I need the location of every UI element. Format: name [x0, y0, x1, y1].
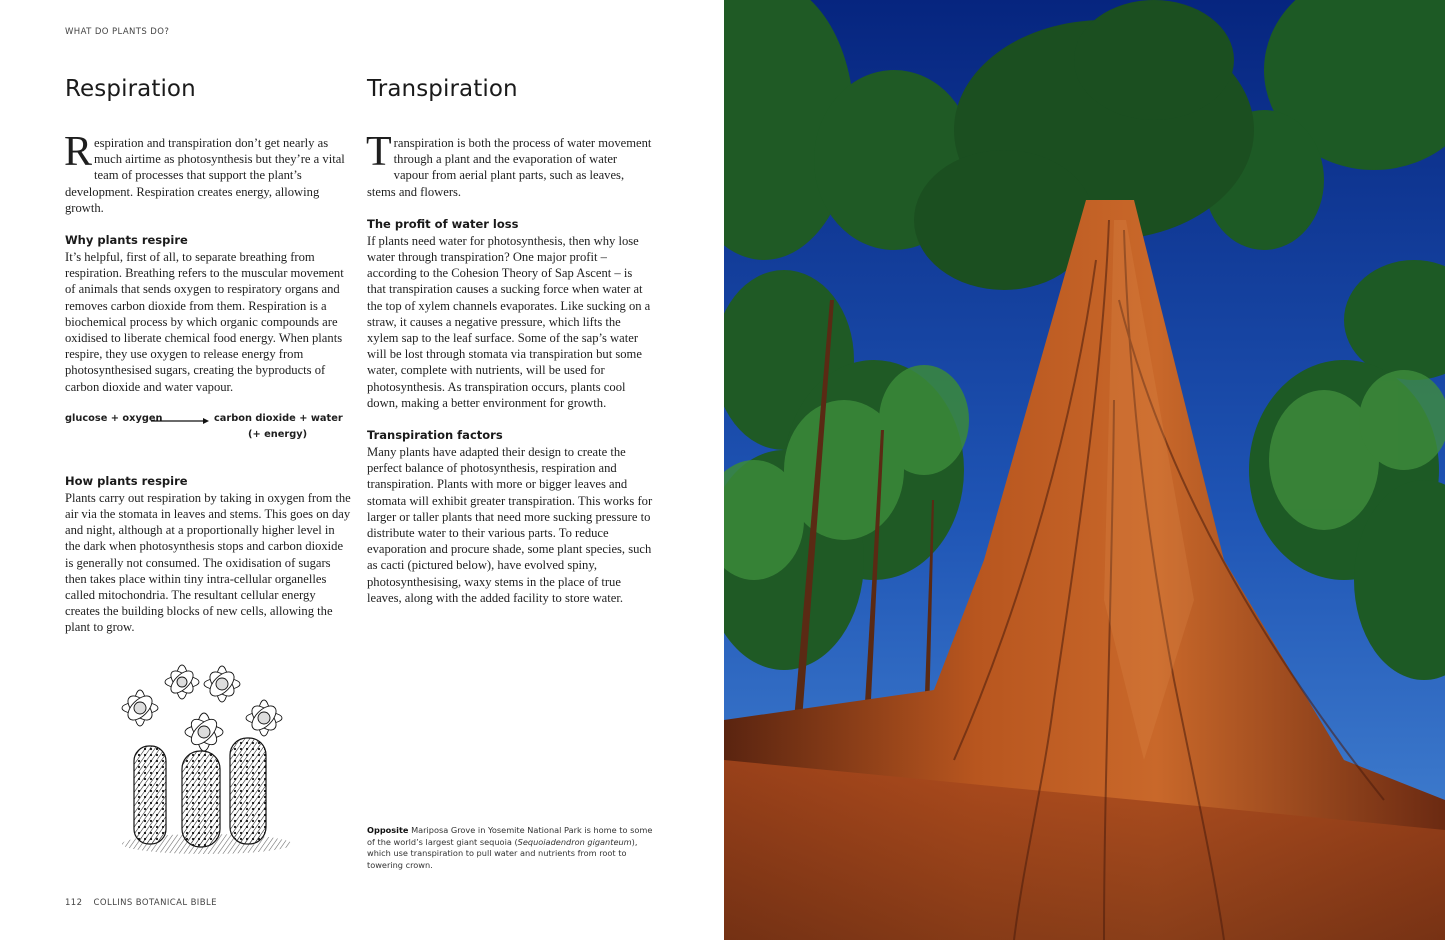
- folio: [65, 898, 217, 908]
- respiration-column: [65, 74, 351, 636]
- how-plants-respire-body: Plants carry out respiration by taking in oxygen from the air via the stomata in leaves and stems. This goes on day and night, although at a proportionally higher level in the dark when photosynthesis stops and carbon dioxide is generally not consumed. The oxidisation of sugars then takes place within tiny intra-cellular organelles called mitochondria. The resultant cellular energy creates the building blocks of new cells, allowing the plant to grow.: [65, 490, 351, 635]
- why-plants-respire-body: It’s helpful, first of all, to separate breathing from respiration. Breathing refers to the muscular movement of animals that sends oxygen to respiratory organs and removes carbon dioxide from them. Respiration is a biochemical process by which organic compounds are oxidised to liberate chemical food energy. When plants respire, they use oxygen to release energy from photosynthesised sugars, creating the byproducts of carbon dioxide and water vapour.: [65, 250, 344, 394]
- equation-outputs: carbon dioxide + water: [214, 412, 343, 424]
- profit-of-water-loss-body: If plants need water for photosynthesis, then why lose water through transpiration? One major profit – according to the Cohesion Theory of Sap Ascent – is that transpiration causes a sucking force when water at the top of xylem channels evaporates. Like sucking on a straw, it causes a negative pressure, which lifts the xylem sap to the leaf surface. Some of the sap’s water will be lost through stomata via transpiration but some water, complete with nutrients, will be used for photosynthesis. As transpiration occurs, plants cool down, making a better environment for growth.: [367, 233, 651, 410]
- caption-text-before: Mariposa Grove in Yosemite National Park is home to some of the world’s largest giant sequoia (: [367, 825, 653, 847]
- page-number: 112: [65, 898, 83, 908]
- caption-species: Sequoiadendron giganteum: [517, 836, 632, 847]
- equation-energy: (+ energy): [248, 428, 308, 440]
- sequoia-photo: [724, 0, 1445, 940]
- transpiration-factors-body: Many plants have adapted their design to create the perfect balance of photosynthesis, respiration and transpiration. Plants with more or bigger leaves and stomata will exhibit greater transpiration. This works for larger or taller plants that need more sucking pressure to distribute water to their various parts. To reduce evaporation and procure shade, some plant species, such as cacti (pictured below), have evolved spiny, photosynthesising, waxy stems in the place of true leaves, along with the added facility to store water.: [367, 445, 653, 605]
- transpiration-factors-heading: Transpiration factors: [367, 428, 503, 443]
- respiration-title: Respiration: [65, 76, 196, 102]
- equation-inputs: glucose + oxygen: [65, 412, 163, 424]
- profit-of-water-loss-heading: The profit of water loss: [367, 216, 519, 231]
- book-title: COLLINS BOTANICAL BIBLE: [93, 898, 217, 908]
- arrow-right-icon: [151, 418, 209, 424]
- caption-text-after: ), which use transpiration to pull water and nutrients from root to towering crown.: [367, 836, 638, 870]
- cactus-illustration: [112, 656, 302, 861]
- running-head: WHAT DO PLANTS DO?: [65, 27, 170, 37]
- respiration-lead: Respiration and transpiration don’t get nearly as much airtime as photosynthesis but they’re a vital team of processes that support the plant’s development. Respiration creates energy, allowing growth.: [64, 129, 345, 215]
- caption-label: Opposite: [367, 825, 409, 835]
- why-plants-respire-heading: Why plants respire: [65, 233, 188, 248]
- respiration-equation: [65, 413, 351, 457]
- sequoia-photo-illustration: [724, 0, 1445, 940]
- transpiration-lead: Transpiration is both the process of water movement through a plant and the evaporation of water vapour from aerial plant parts, such as leaves, stems and flowers.: [366, 129, 652, 199]
- transpiration-title: Transpiration: [367, 76, 518, 102]
- transpiration-column: [367, 74, 653, 606]
- how-plants-respire-heading: How plants respire: [65, 473, 188, 488]
- photo-caption: [367, 825, 657, 871]
